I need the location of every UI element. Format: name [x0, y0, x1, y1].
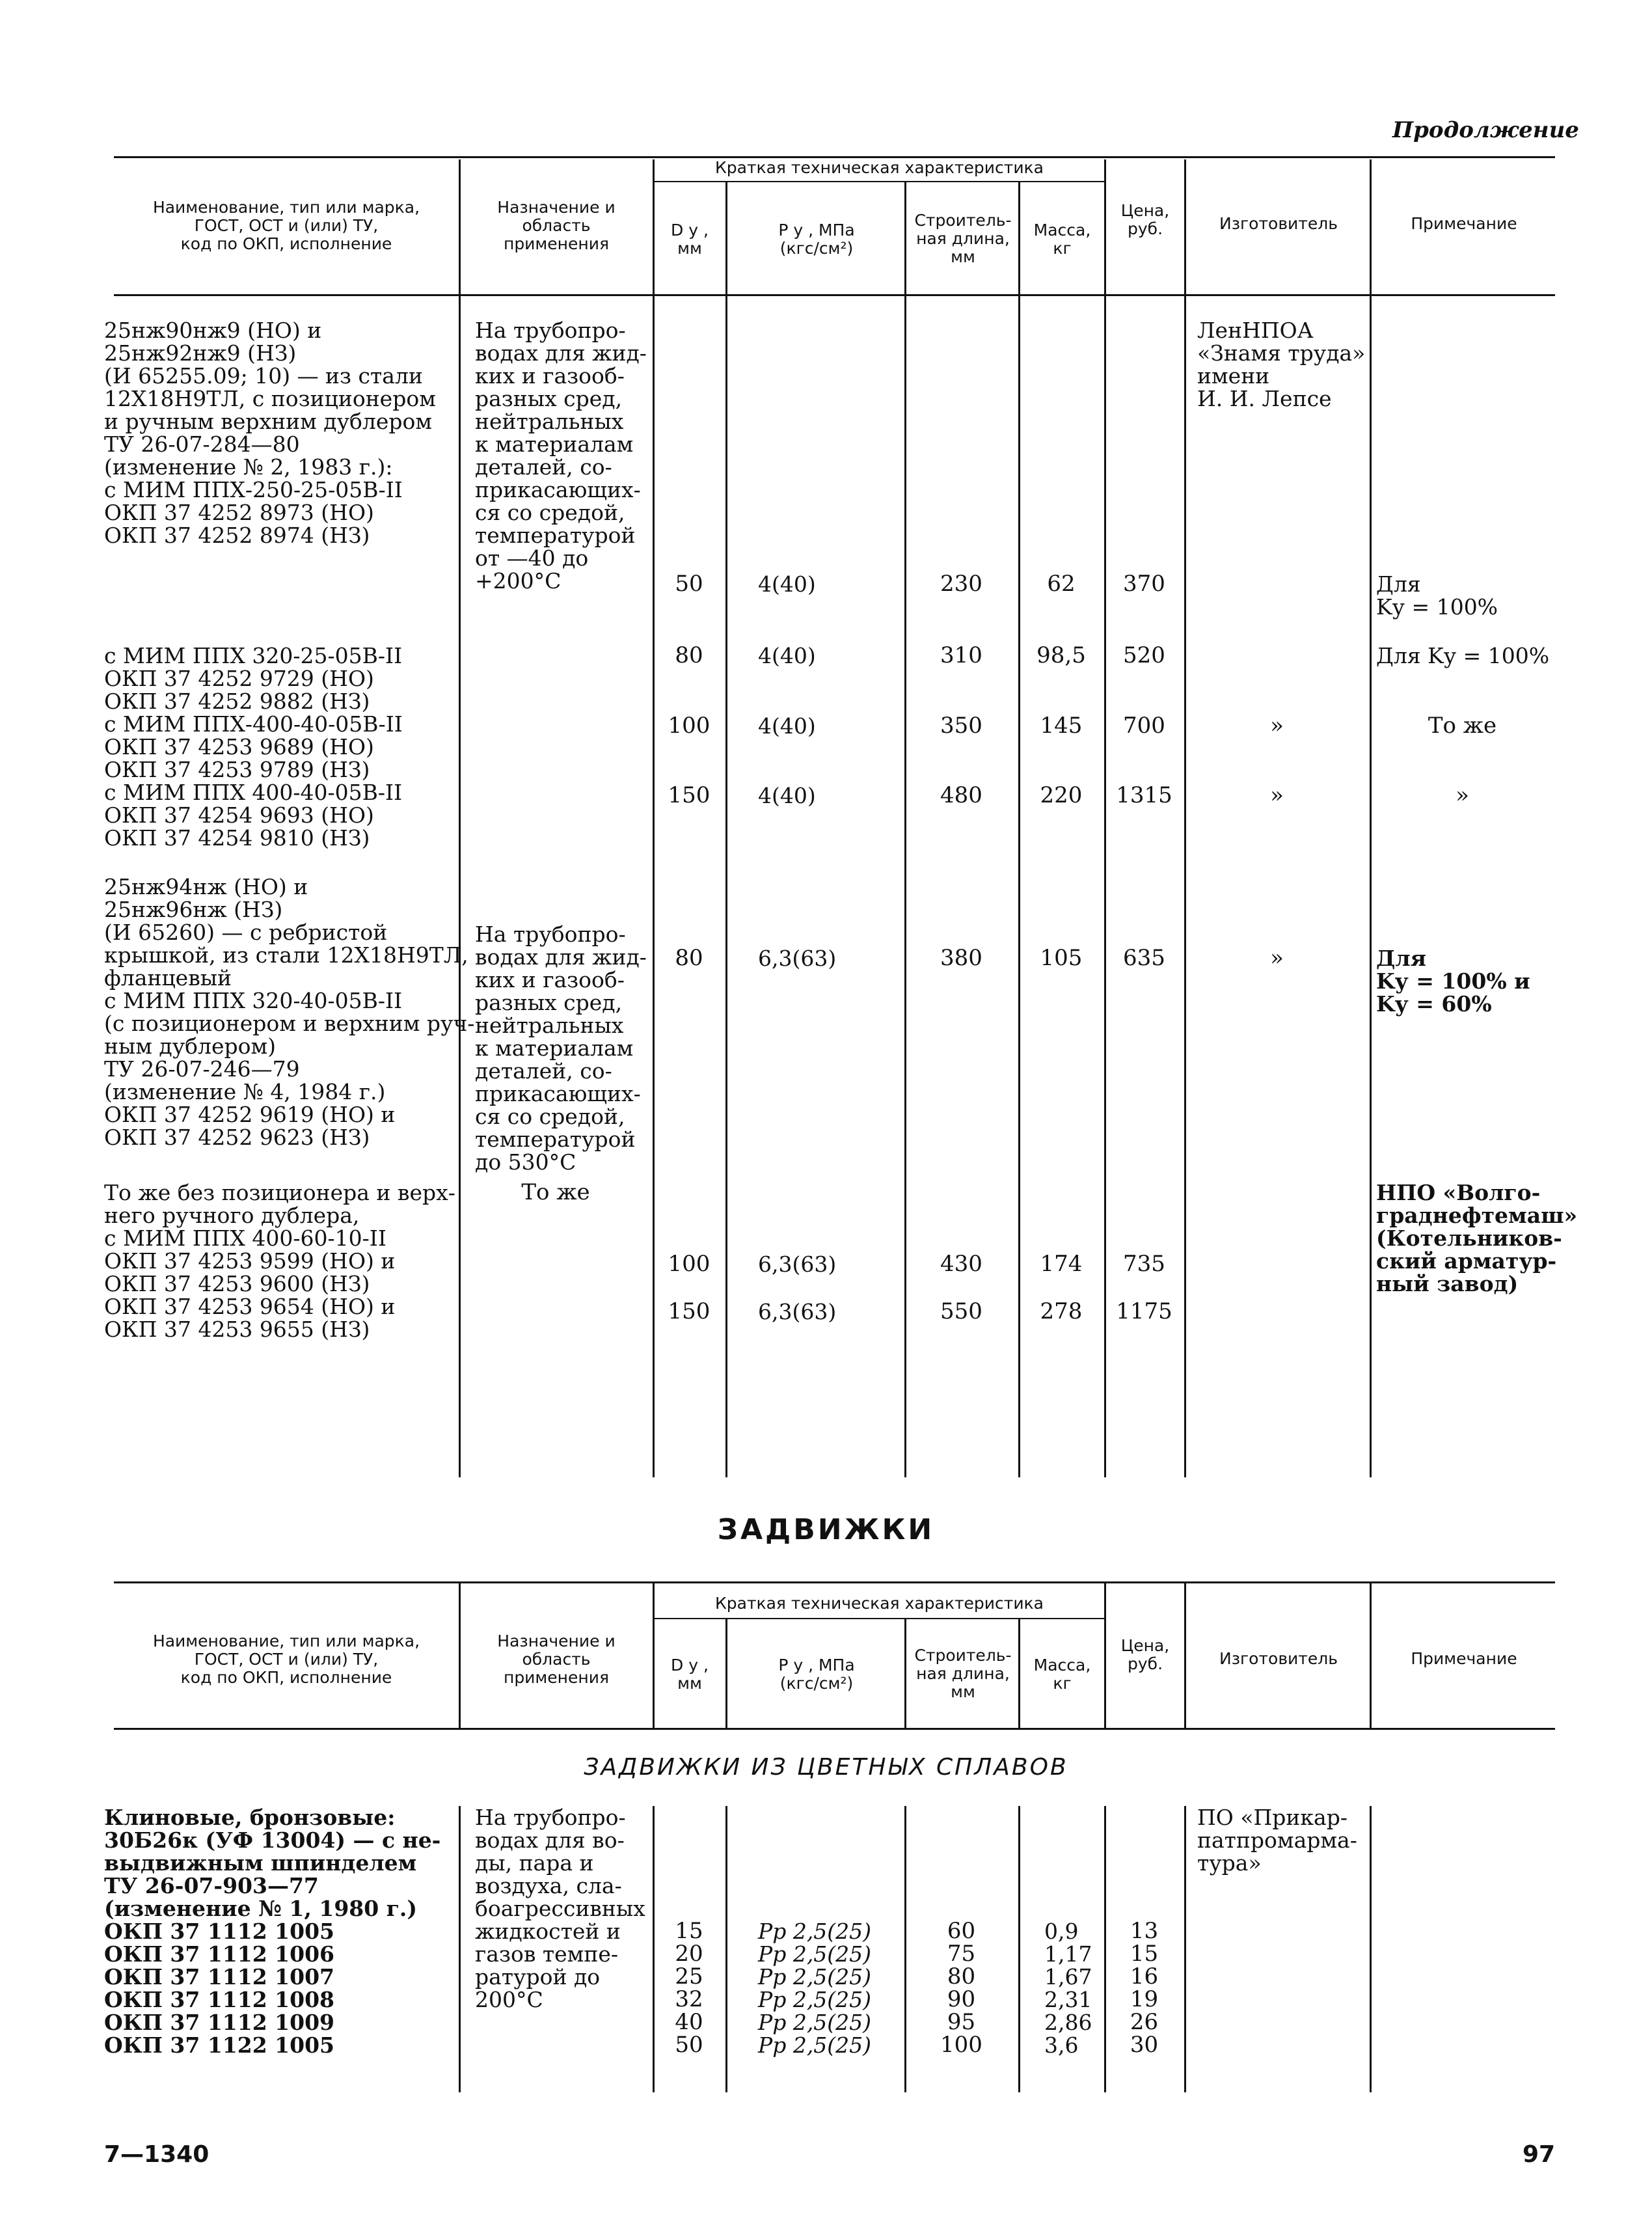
header-maker: Изготовитель [1219, 214, 1338, 233]
row3-mass: 145 [1040, 713, 1083, 739]
table2-mass-list: 0,9 1,17 1,67 2,31 2,86 3,6 [1044, 1919, 1092, 2058]
row2-note: Для Kу = 100% [1376, 643, 1550, 668]
table2-col-rule [1184, 1583, 1186, 1728]
row3-dy: 100 [668, 713, 711, 739]
table1-block1-name: 25нж90нж9 (НО) и 25нж92нж9 (НЗ) (И 65255.09; 10) — из стали 12Х18Н9ТЛ, с позиционером и ручным верхним дублером ТУ 26-07-284—80 (изменение № 2, 1983 г.): с МИМ ППХ-250-25-05В-II ОКП 37 4252 8973 (НО) ОКП 37 4252 8974 (НЗ) [104, 318, 436, 548]
table1-block4-purpose: То же [521, 1179, 590, 1205]
header2-mass: Масса, кг [1033, 1656, 1091, 1693]
row6-dy: 100 [668, 1251, 711, 1277]
table2-dy-list: 15 20 25 32 40 50 [675, 1918, 703, 2058]
table2-col-rule [904, 1619, 906, 1728]
table2-col-rule [459, 1583, 461, 1728]
subsection-title: ЗАДВИЖКИ ИЗ ЦВЕТНЫХ СПЛАВОВ [584, 1754, 1068, 1781]
table1-header-rule [114, 294, 1555, 296]
table1-col-rule [653, 159, 655, 1477]
row3-note: То же [1428, 713, 1497, 739]
table2-price-list: 13 15 16 19 26 30 [1130, 1918, 1159, 2058]
row5-note: Для Kу = 100% и Kу = 60% [1376, 946, 1530, 1017]
continuation-label: Продолжение [1392, 117, 1579, 143]
footer-signature: 7—1340 [104, 2141, 210, 2168]
header2-name: Наименование, тип или марка, ГОСТ, ОСТ и (или) ТУ, код по ОКП, исполнение [152, 1632, 420, 1687]
table2-body-rule [725, 1806, 727, 2092]
header2-note: Примечание [1411, 1649, 1517, 1668]
table2-col-rule [725, 1619, 727, 1728]
table2-header-rule [114, 1728, 1555, 1730]
header2-group-label: Краткая техническая характеристика [715, 1594, 1044, 1613]
table2-group-rule [653, 1618, 1106, 1619]
row2-mass: 98,5 [1036, 642, 1086, 668]
table2-name: Клиновые, бронзовые: 30Б26к (УФ 13004) — с не- выдвижным шпинделем ТУ 26-07-903—77 (изменение № 1, 1980 г.) ОКП 37 1112 1005 ОКП 37 1112 1006 ОКП 37 1112 1007 ОКП 37 1112 1008 ОКП 37 1112 1009 ОКП 37 1122 1005 [104, 1805, 441, 2058]
row5-price: 635 [1123, 945, 1165, 971]
table2-body-rule [1184, 1806, 1186, 2092]
row1-price: 370 [1123, 571, 1165, 597]
row6-py: 6,3(63) [758, 1251, 837, 1277]
table1-block2-name: с МИМ ППХ 320-25-05В-II ОКП 37 4252 9729 (НО) ОКП 37 4252 9882 (НЗ) с МИМ ППХ-400-40-05В-II ОКП 37 4253 9689 (НО) ОКП 37 4253 9789 (НЗ) с МИМ ППХ 400-40-05В-II ОКП 37 4254 9693 (НО) ОКП 37 4254 9810 (НЗ) [104, 643, 403, 851]
row4-note: » [1456, 782, 1469, 808]
row5-maker: » [1270, 945, 1284, 971]
row5-length: 380 [940, 945, 982, 971]
row1-py: 4(40) [758, 571, 816, 597]
row2-dy: 80 [675, 642, 703, 668]
table2-body-rule [1370, 1806, 1372, 2092]
table2-body-rule [459, 1806, 461, 2092]
table1-col-rule [1104, 159, 1106, 1477]
header-length: Строитель- ная длина, мм [914, 211, 1012, 266]
section-title: ЗАДВИЖКИ [717, 1513, 935, 1546]
row4-mass: 220 [1040, 782, 1083, 808]
page-number: 97 [1523, 2141, 1556, 2168]
table1-block4-name: То же без позиционера и верх- него ручного дублера, с МИМ ППХ 400-60-10-II ОКП 37 4253 9599 (НО) и ОКП 37 4253 9600 (НЗ) ОКП 37 4253 9654 (НО) и ОКП 37 4253 9655 (НЗ) [104, 1180, 455, 1342]
header-purpose: Назначение и область применения [497, 198, 616, 253]
table2-body-rule [1018, 1806, 1020, 2092]
row6-length: 430 [940, 1251, 982, 1277]
row6-mass: 174 [1040, 1251, 1083, 1277]
table1-col-rule [459, 159, 461, 1477]
header-py: P у , МПа (кгс/см²) [778, 221, 855, 258]
row3-maker: » [1270, 713, 1284, 739]
table1-col-rule [1018, 182, 1020, 1477]
row6-price: 735 [1123, 1251, 1165, 1277]
header2-purpose: Назначение и область применения [497, 1632, 616, 1687]
header-name: Наименование, тип или марка, ГОСТ, ОСТ и (или) ТУ, код по ОКП, исполнение [152, 198, 420, 253]
row7-length: 550 [940, 1298, 982, 1324]
table1-block1-purpose: На трубопро- водах для жид- ких и газооб- разных сред, нейтральных к материалам деталей, со- прикасающих- ся со средой, температурой от —40 до +200°С [475, 318, 647, 594]
table1-col-rule [904, 182, 906, 1477]
table1-block4-maker: НПО «Волго- граднефтемаш» (Котельников- ский арматур- ный завод) [1376, 1180, 1578, 1296]
header2-price: Цена, руб. [1120, 1636, 1170, 1673]
row7-dy: 150 [668, 1298, 711, 1324]
header-dy: D у , мм [671, 221, 709, 258]
row1-mass: 62 [1047, 571, 1076, 597]
table1-group-rule [653, 181, 1106, 182]
row4-dy: 150 [668, 782, 711, 808]
row1-length: 230 [940, 571, 982, 597]
table2-col-rule [1370, 1583, 1372, 1728]
header2-py: P у , МПа (кгс/см²) [778, 1656, 855, 1693]
table2-maker: ПО «Прикар- патпромарма- тура» [1197, 1805, 1357, 1876]
row3-price: 700 [1123, 713, 1165, 739]
table1-col-rule [725, 182, 727, 1477]
table1-block3-name: 25нж94нж (НО) и 25нж96нж (НЗ) (И 65260) — с ребристой крышкой, из стали 12Х18Н9ТЛ, фланцевый с МИМ ППХ 320-40-05В-II (с позиционером и верхним руч- ным дублером) ТУ 26-07-246—79 (изменение № 4, 1984 г.) ОКП 37 4252 9619 (НО) и ОКП 37 4252 9623 (НЗ) [104, 874, 475, 1150]
row5-mass: 105 [1040, 945, 1083, 971]
header-group-label: Краткая техническая характеристика [715, 158, 1044, 177]
table2-col-rule [1018, 1619, 1020, 1728]
header-mass: Масса, кг [1033, 221, 1091, 258]
row4-price: 1315 [1116, 782, 1172, 808]
row1-dy: 50 [675, 571, 703, 597]
table2-py-list: Pр 2,5(25) Pр 2,5(25) Pр 2,5(25) Pр 2,5(25) Pр 2,5(25) Pр 2,5(25) [758, 1919, 872, 2058]
row5-dy: 80 [675, 945, 703, 971]
row7-mass: 278 [1040, 1298, 1083, 1324]
table1-block3-purpose: На трубопро- водах для жид- ких и газооб- разных сред, нейтральных к материалам деталей, со- прикасающих- ся со средой, температурой до 530°С [475, 922, 647, 1175]
row7-py: 6,3(63) [758, 1299, 837, 1324]
table1-block1-maker: ЛенНПОА «Знамя труда» имени И. И. Лепсе [1197, 318, 1366, 411]
header-price: Цена, руб. [1120, 201, 1170, 238]
table2-length-list: 60 75 80 90 95 100 [940, 1918, 982, 2058]
table2-purpose: На трубопро- водах для во- ды, пара и воздуха, сла- боагрессивных жидкостей и газов темпе- ратурой до 200°С [475, 1805, 645, 2012]
table2-col-rule [1104, 1583, 1106, 1728]
header2-length: Строитель- ная длина, мм [914, 1646, 1012, 1701]
row3-py: 4(40) [758, 713, 816, 739]
table2-top-rule [114, 1581, 1555, 1583]
header2-dy: D у , мм [671, 1656, 709, 1693]
row2-price: 520 [1123, 642, 1165, 668]
header-note: Примечание [1411, 214, 1517, 233]
row1-note: Для Kу = 100% [1376, 571, 1498, 620]
table2-col-rule [653, 1583, 655, 1728]
row4-length: 480 [940, 782, 982, 808]
header2-maker: Изготовитель [1219, 1649, 1338, 1668]
row4-maker: » [1270, 782, 1284, 808]
row2-py: 4(40) [758, 643, 816, 668]
table1-col-rule [1184, 159, 1186, 1477]
row4-py: 4(40) [758, 783, 816, 808]
row5-py: 6,3(63) [758, 946, 837, 971]
row2-length: 310 [940, 642, 982, 668]
row3-length: 350 [940, 713, 982, 739]
table1-col-rule [1370, 159, 1372, 1477]
row7-price: 1175 [1116, 1298, 1172, 1324]
